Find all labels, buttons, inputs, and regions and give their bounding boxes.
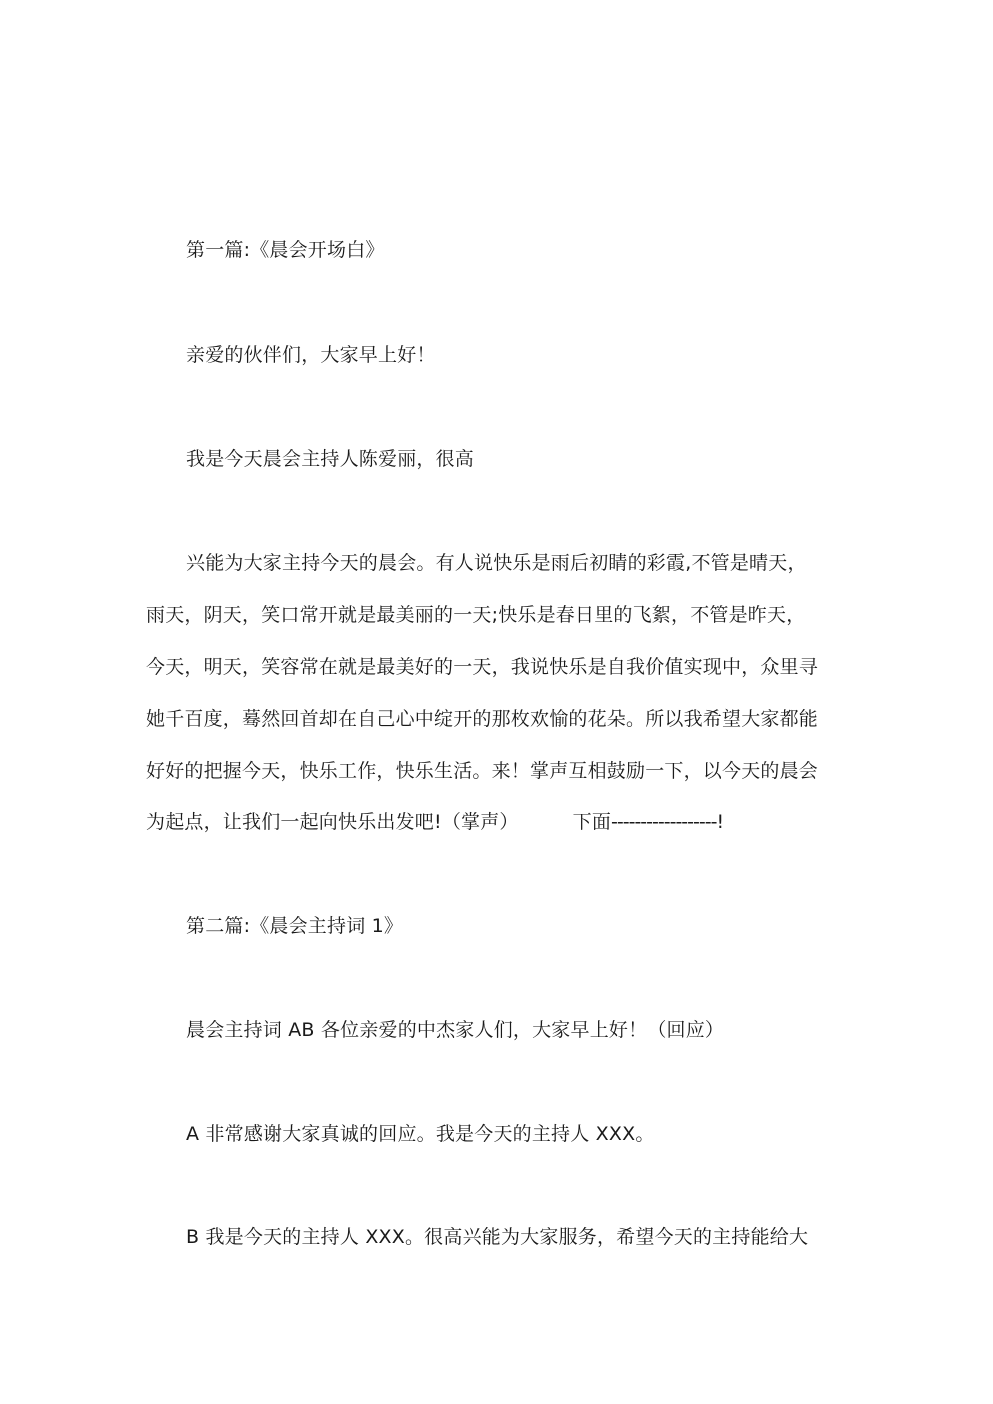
section1-paragraph-line-5: 好好的把握今天，快乐工作，快乐生活。来！掌声互相鼓励一下，以今天的晨会 xyxy=(146,760,819,782)
section1-paragraph-line-2: 雨天，阴天，笑口常开就是最美丽的一天;快乐是春日里的飞絮，不管是昨天， xyxy=(146,604,806,626)
section1-paragraph-last-line xyxy=(146,810,723,834)
section2-line-2: A 非常感谢大家真诚的回应。我是今天的主持人 XXX。 xyxy=(186,1123,655,1145)
last-line-next: 下面 xyxy=(572,811,612,833)
section1-greeting: 亲爱的伙伴们，大家早上好！ xyxy=(186,344,436,366)
section2-line-1: 晨会主持词 AB 各位亲爱的中杰家人们，大家早上好！（回应） xyxy=(186,1019,725,1041)
section1-intro: 我是今天晨会主持人陈爱丽，很高 xyxy=(186,448,475,470)
section1-title: 第一篇:《晨会开场白》 xyxy=(186,239,385,261)
section2-title: 第二篇:《晨会主持词 1》 xyxy=(186,915,404,937)
last-line-start: 为起点，让我们一起向快乐出发吧!（掌声） xyxy=(146,811,519,833)
section1-paragraph-line-1: 兴能为大家主持今天的晨会。有人说快乐是雨后初睛的彩霞,不管是晴天， xyxy=(186,552,807,574)
last-line-dashes: ------------------! xyxy=(611,811,724,833)
section2-line-3: B 我是今天的主持人 XXX。很高兴能为大家服务，希望今天的主持能给大 xyxy=(186,1226,809,1248)
section1-paragraph-line-3: 今天，明天，笑容常在就是最美好的一天，我说快乐是自我价值实现中，众里寻 xyxy=(146,656,819,678)
section1-paragraph-line-4: 她千百度，蓦然回首却在自己心中绽开的那枚欢愉的花朵。所以我希望大家都能 xyxy=(146,708,819,730)
